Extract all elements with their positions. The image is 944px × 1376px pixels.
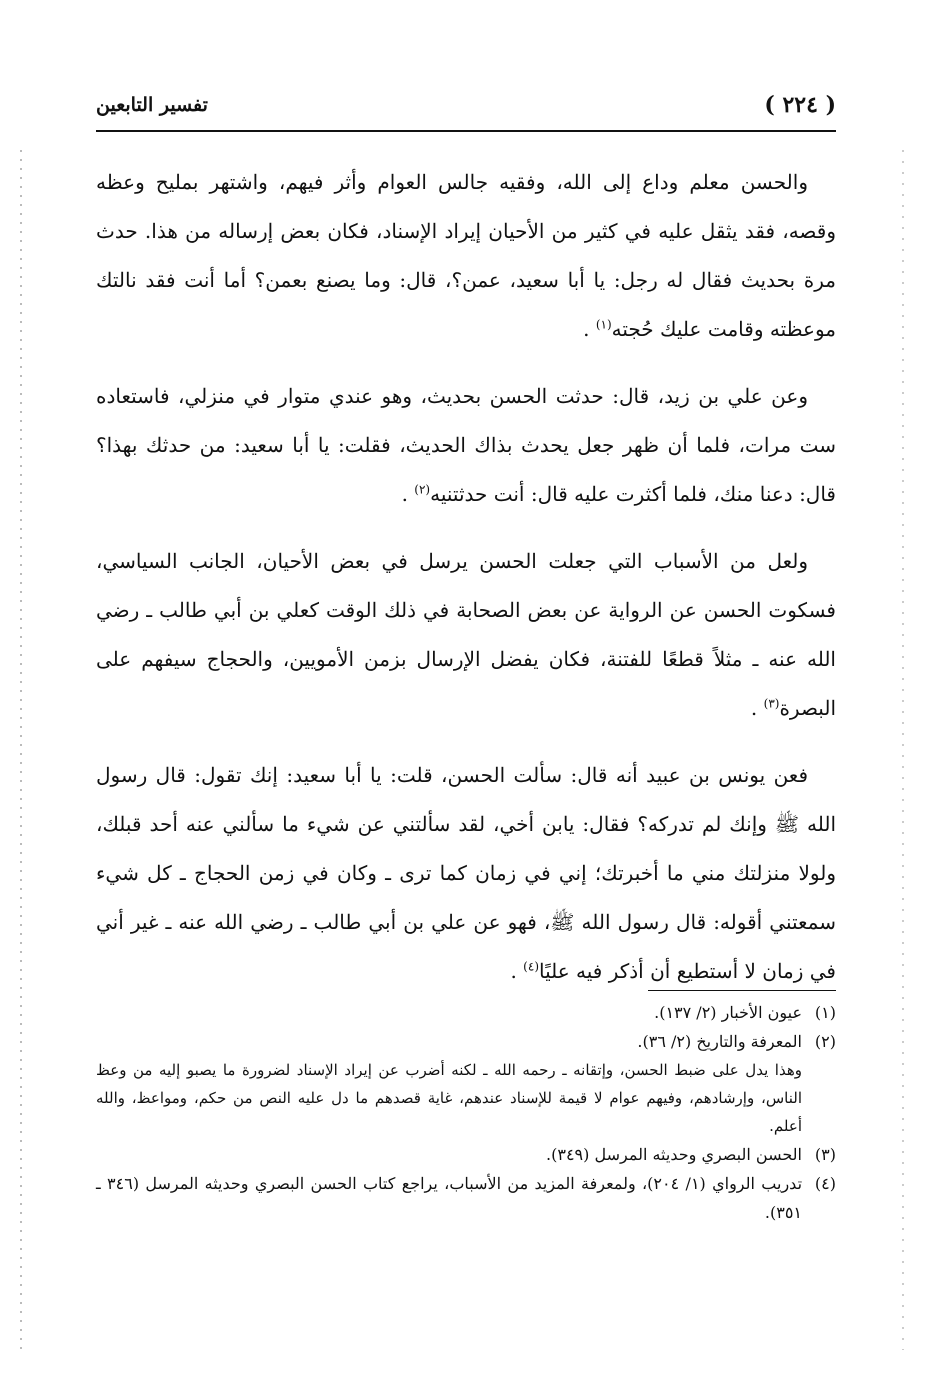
footnote-reference: (٤) [523, 959, 539, 974]
paragraph-end: . [583, 317, 596, 341]
footnote-3 [96, 1140, 836, 1169]
footnote-text: تدريب الرواي (١/ ٢٠٤)، ولمعرفة المزيد من الأسباب، يراجع كتاب الحسن البصري وحديثه المرسل (٣٤٦ ـ ٣٥١). [96, 1174, 803, 1222]
footnote-number: (٣) [814, 1145, 836, 1164]
footnote-2 [96, 1027, 836, 1056]
footnote-text: عيون الأخبار (٢/ ١٣٧). [654, 1003, 802, 1022]
paragraph-end: . [750, 696, 764, 720]
left-margin-dots [20, 150, 22, 1350]
page-header [96, 92, 836, 128]
footnote-text: المعرفة والتاريخ (٢/ ٣٦). [637, 1032, 802, 1051]
paragraph-text: وعن علي بن زيد، قال: حدثت الحسن بحديث، وهو عندي متوار في منزلي، فاستعاده ست مرات، فلما أن ظهر جعل يحدث بذاك الحديث، فقلت: يا أبا سعيد: من حدثك بهذا؟ قال: دعنا منك، فلما أكثرت عليه قال: أنت حدثتنيه [96, 384, 836, 506]
page-number: ( ٢٢٤ ) [764, 92, 836, 118]
paragraph-end: . [401, 482, 415, 506]
footnote-4 [96, 1169, 836, 1227]
paragraph-text: فعن يونس بن عبيد أنه قال: سألت الحسن، قلت: يا أبا سعيد: إنك تقول: قال رسول الله ﷺ وإنك لم تدركه؟ فقال: يابن أخي، لقد سألتني عن شيء ما سألني عنه أحد قبلك، ولولا منزلتك مني ما أخبرتك؛ إني في زمان كما ترى ـ وكان في زمن الحجاج ـ كل شيء سمعتني أقوله: قال رسول الله ﷺ، فهو عن علي بن أبي طالب ـ رضي الله عنه ـ غير أني في زمان لا أستطيع أن أذكر فيه عليًا [96, 763, 836, 983]
paragraph-3 [96, 537, 836, 733]
footnote-2-note: وهذا يدل على ضبط الحسن، وإتقانه ـ رحمه الله ـ لكنه أضرب عن إيراد الإسناد لضرورة ما يصبو إليه من وعظ الناس، وإرشادهم، وفيهم عوام لا قيمة للإسناد عندهم، غاية قصدهم ما دل عليه النص من حكم، ومواعظ، والله أعلم. [96, 1061, 802, 1135]
footnote-number: (٤) [814, 1174, 836, 1193]
running-title: تفسير التابعين [96, 94, 208, 116]
footnote-reference: (١) [595, 317, 612, 332]
footnote-rule [648, 990, 836, 991]
header-rule [96, 130, 836, 132]
paragraph-4 [96, 751, 836, 996]
footnote-1 [96, 998, 836, 1027]
paragraph-end: . [510, 959, 524, 983]
footnotes [96, 998, 836, 1227]
paragraph-2 [96, 372, 836, 519]
right-margin-dots [902, 150, 904, 1350]
footnote-reference: (٢) [414, 482, 431, 497]
paragraph-1 [96, 158, 836, 354]
paragraph-text: ولعل من الأسباب التي جعلت الحسن يرسل في بعض الأحيان، الجانب السياسي، فسكوت الحسن عن الرواية عن بعض الصحابة في ذلك الوقت كعلي بن أبي طالب ـ رضي الله عنه ـ مثلاً قطعًا للفتنة، فكان يفضل الإرسال بزمن الأمويين، والحجاج سيفهم على البصرة [96, 549, 836, 720]
footnote-text: الحسن البصري وحديثه المرسل (٣٤٩). [546, 1145, 802, 1164]
footnote-number: (٢) [814, 1032, 836, 1051]
footnote-reference: (٣) [763, 696, 780, 711]
main-text [96, 158, 836, 996]
paragraph-text: والحسن معلم وداع إلى الله، وفقيه جالس العوام وأثر فيهم، واشتهر بمليح وعظه وقصه، فقد يثقل عليه في كثير من الأحيان إيراد الإسناد، فكان بعض إرساله من هذا. حدث مرة بحديث فقال له رجل: يا أبا سعيد، عمن؟، قال: وما يصنع بعمن؟ أما أنت فقد نالتك موعظته وقامت عليك حُجته [96, 170, 836, 341]
footnote-number: (١) [814, 1003, 836, 1022]
